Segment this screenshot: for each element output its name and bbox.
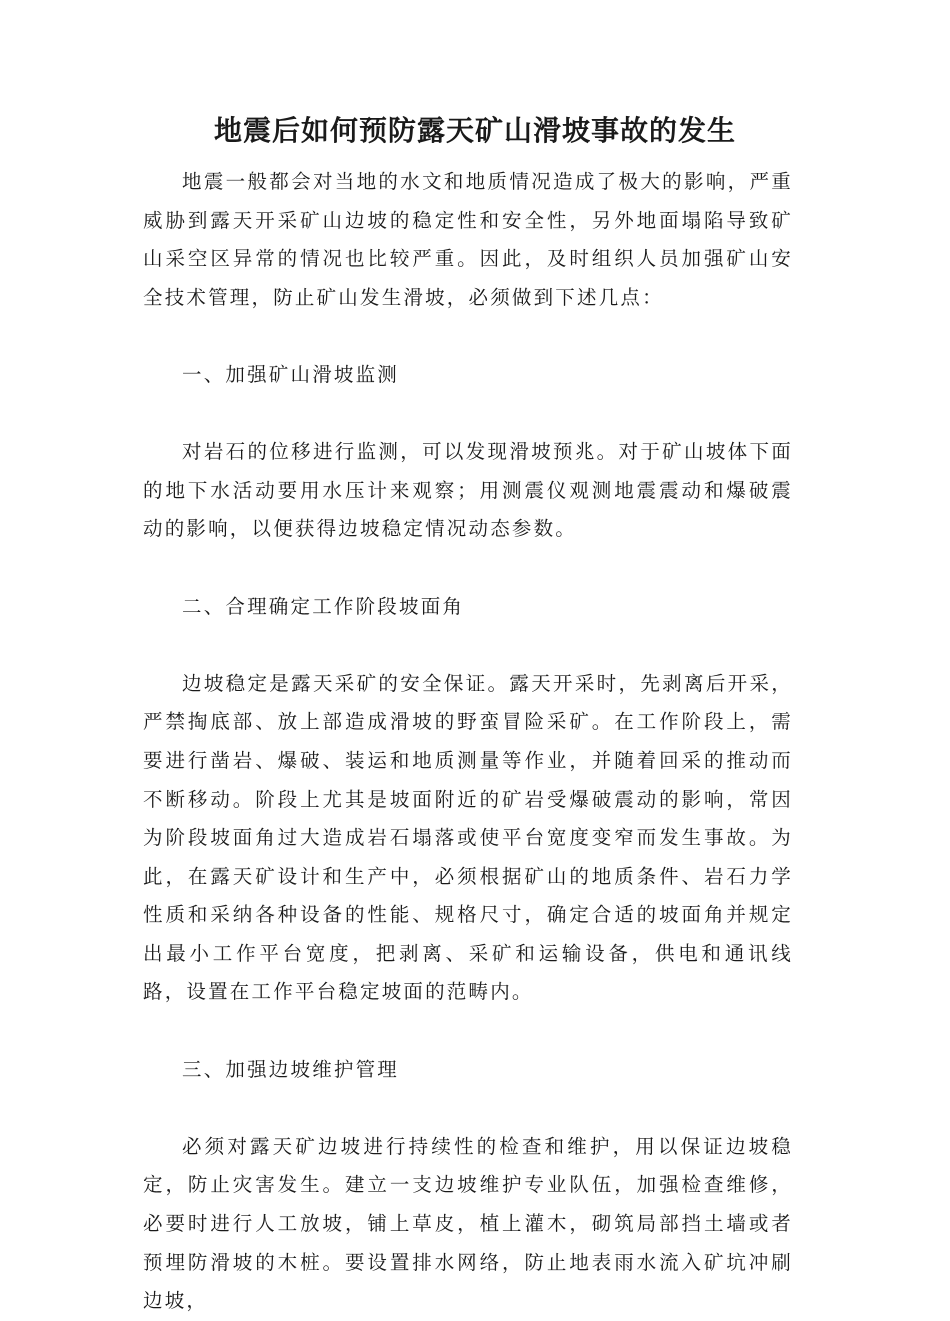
section-heading-2: 二、合理确定工作阶段坡面角 (182, 594, 465, 618)
document-title: 地震后如何预防露天矿山滑坡事故的发生 (213, 114, 736, 147)
section-paragraph-2: 边坡稳定是露天采矿的安全保证。露天开采时，先剥离后开采，严禁掏底部、放上部造成滑坡的野蛮冒险采矿。在工作阶段上，需要进行凿岩、爆破、装运和地质测量等作业，并随着回采的推动而不断移动。阶段上尤其是坡面附近的矿岩受爆破震动的影响，常因为阶段坡面角过大造成岩石塌落或使平台宽度变窄而发生事故。为此，在露天矿设计和生产中，必须根据矿山的地质条件、岩石力学性质和采纳各种设备的性能、规格尺寸，确定合适的坡面角并规定出最小工作平台宽度，把剥离、采矿和运输设备，供电和通讯线路，设置在工作平台稳定坡面的范畴内。 (143, 671, 793, 1004)
section-paragraph-3: 必须对露天矿边坡进行持续性的检查和维护，用以保证边坡稳定，防止灾害发生。建立一支边坡维护专业队伍，加强检查维修，必要时进行人工放坡，铺上草皮，植上灌木，砌筑局部挡土墙或者预埋防滑坡的木桩。要设置排水网络，防止地表雨水流入矿坑冲刷边坡， (143, 1134, 793, 1313)
document-body (143, 163, 793, 1321)
intro-paragraph: 地震一般都会对当地的水文和地质情况造成了极大的影响，严重威胁到露天开采矿山边坡的稳定性和安全性，另外地面塌陷导致矿山采空区异常的情况也比较严重。因此，及时组织人员加强矿山安全技术管理，防止矿山发生滑坡，必须做到下述几点： (143, 170, 793, 309)
section-heading-3: 三、加强边坡维护管理 (182, 1057, 400, 1081)
section-paragraph-1: 对岩石的位移进行监测，可以发现滑坡预兆。对于矿山坡体下面的地下水活动要用水压计来观察；用测震仪观测地震震动和爆破震动的影响，以便获得边坡稳定情况动态参数。 (143, 440, 793, 541)
section-heading-1: 一、加强矿山滑坡监测 (182, 362, 400, 386)
